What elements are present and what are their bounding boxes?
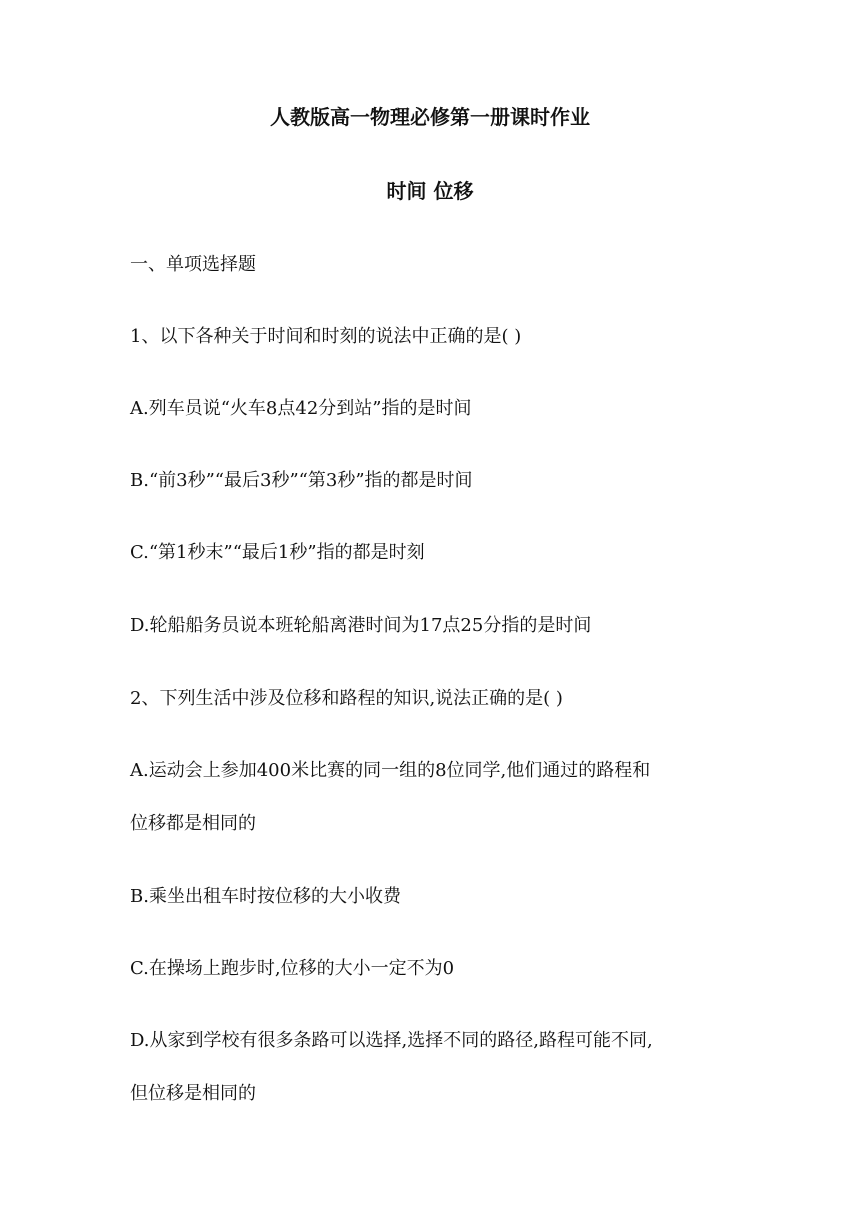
question-1-option-a: A.列车员说“火车8点42分到站”指的是时间	[130, 398, 472, 419]
question-2-option-a-continued: 位移都是相同的	[130, 813, 256, 834]
section-heading: 一、单项选择题	[130, 254, 256, 275]
question-2-option-c: C.在操场上跑步时,位移的大小一定不为0	[130, 958, 455, 979]
document-title: 人教版高一物理必修第一册课时作业	[270, 105, 590, 129]
question-2-option-d: D.从家到学校有很多条路可以选择,选择不同的路径,路程可能不同,	[130, 1030, 653, 1051]
question-1-stem: 1、以下各种关于时间和时刻的说法中正确的是( )	[130, 326, 522, 347]
question-1-option-c: C.“第1秒末”“最后1秒”指的都是时刻	[130, 542, 425, 563]
question-1-option-d: D.轮船船务员说本班轮船离港时间为17点25分指的是时间	[130, 615, 592, 636]
document-subtitle: 时间 位移	[386, 179, 474, 203]
question-2-option-a: A.运动会上参加400米比赛的同一组的8位同学,他们通过的路程和	[130, 760, 651, 781]
question-2-option-d-continued: 但位移是相同的	[130, 1083, 256, 1104]
question-1-option-b: B.“前3秒”“最后3秒”“第3秒”指的都是时间	[130, 470, 473, 491]
question-2-stem: 2、下列生活中涉及位移和路程的知识,说法正确的是( )	[130, 688, 563, 709]
question-2-option-b: B.乘坐出租车时按位移的大小收费	[130, 886, 401, 907]
